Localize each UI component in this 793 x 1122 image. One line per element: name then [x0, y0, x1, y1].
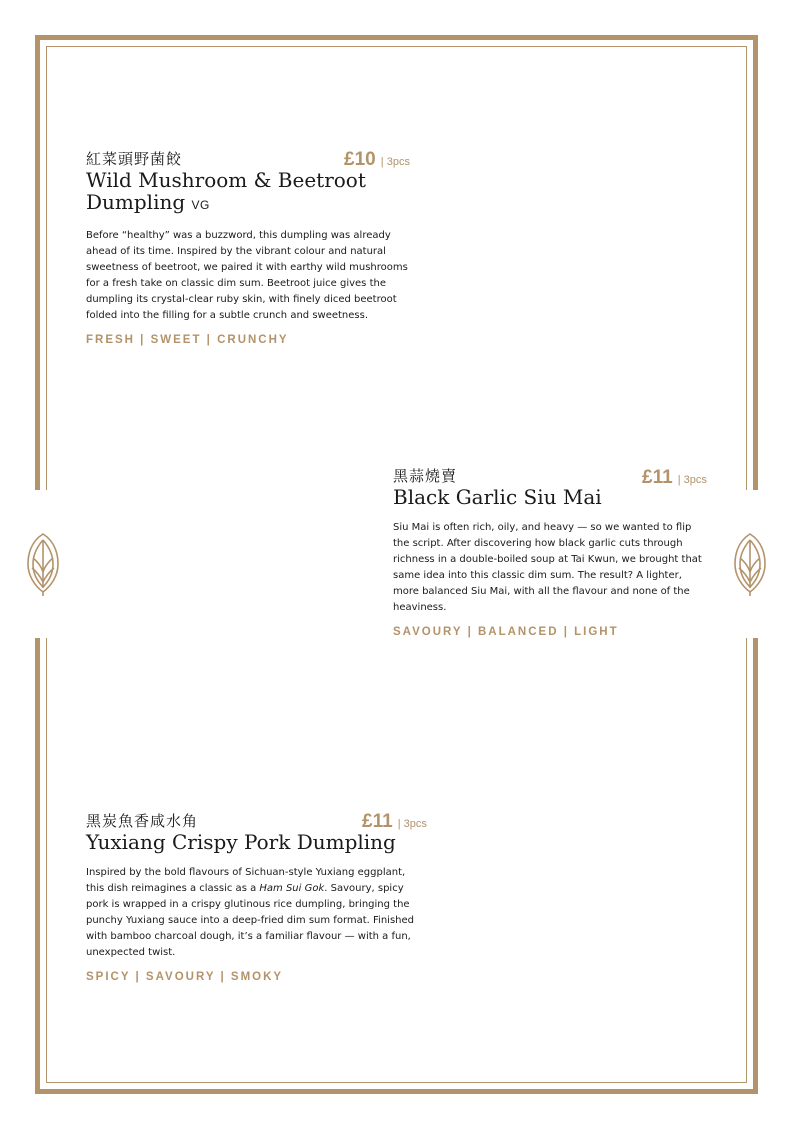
- frame-left-border-bottom: [35, 638, 40, 1094]
- item-title-line-1: Wild Mushroom & Beetroot: [86, 168, 366, 192]
- item-price: [642, 467, 707, 489]
- frame-top-border: [35, 35, 758, 40]
- item-chinese-name: 黑蒜燒賣: [393, 467, 458, 485]
- item-description: Before “healthy” was a buzzword, this dumpling was already ahead of its time. Inspired by the vibrant colour and natural sweetness of beetroot, we paired it with earthy wild mushrooms for a fresh take on classic dim sum. Beetroot juice gives the dumpling its crystal-clear ruby skin, with finely diced beetroot folded into the filling for a subtle crunch and sweetness.: [86, 230, 408, 321]
- item-flavour-tags: FRESH | SWEET | CRUNCHY: [86, 334, 289, 346]
- frame-inner-bottom-line: [46, 1082, 747, 1083]
- frame-inner-left-line-top: [46, 46, 47, 490]
- description-dish-name: Ham Sui Gok: [259, 883, 325, 894]
- frame-inner-left-line-bottom: [46, 638, 47, 1083]
- frame-left-border-top: [35, 35, 40, 490]
- leaf-lantern-icon: [26, 532, 60, 596]
- frame-right-border-bottom: [753, 638, 758, 1094]
- price-quantity: | 3pcs: [397, 818, 427, 830]
- description-text: Inspired by the bold flavours of Sichuan-style Yuxiang eggplant, this dish reimagines a classic as a: [86, 867, 406, 894]
- item-chinese-name: 紅菜頭野菌餃: [86, 150, 183, 168]
- item-price: [344, 149, 410, 171]
- menu-item-yuxiang-crispy-pork: [86, 811, 426, 983]
- frame-right-border-top: [753, 35, 758, 490]
- item-chinese-name: 黑炭魚香咸水角: [86, 812, 199, 830]
- item-title-line-2: Dumpling: [86, 190, 186, 214]
- item-title: Black Garlic Siu Mai: [393, 485, 602, 509]
- frame-inner-top-line: [46, 46, 747, 47]
- menu-item-black-garlic-siu-mai: [393, 466, 713, 638]
- item-flavour-tags: SPICY | SAVOURY | SMOKY: [86, 971, 284, 983]
- frame-inner-right-line-bottom: [746, 638, 747, 1083]
- item-description: [86, 865, 422, 961]
- description-text: . Savoury, spicy pork is wrapped in a crispy glutinous rice dumpling, bringing the punchy Yuxiang sauce into a deep-fried dim sum format. Finished with bamboo charcoal dough, it’s a familiar flavour — with a fun, unexpected twist.: [86, 883, 414, 958]
- price-quantity: | 3pcs: [677, 474, 707, 486]
- item-title: [86, 169, 426, 216]
- price-amount: £11: [642, 467, 673, 488]
- price-amount: £10: [344, 149, 376, 170]
- frame-inner-right-line-top: [746, 46, 747, 490]
- item-price: [362, 811, 427, 833]
- item-title: Yuxiang Crispy Pork Dumpling: [86, 830, 396, 854]
- frame-bottom-border: [35, 1089, 758, 1094]
- leaf-lantern-icon: [733, 532, 767, 596]
- price-quantity: | 3pcs: [380, 156, 410, 168]
- vegan-badge: VG: [191, 198, 210, 212]
- item-flavour-tags: SAVOURY | BALANCED | LIGHT: [393, 626, 619, 638]
- menu-item-wild-mushroom-beetroot: [86, 149, 426, 346]
- price-amount: £11: [362, 811, 393, 832]
- item-description: Siu Mai is often rich, oily, and heavy — so we wanted to flip the script. After discovering how black garlic cuts through richness in a double-boiled soup at Tai Kwun, we brought that same idea into this classic dim sum. The result? A lighter, more balanced Siu Mai, with all the flavour and none of the heaviness.: [393, 522, 702, 613]
